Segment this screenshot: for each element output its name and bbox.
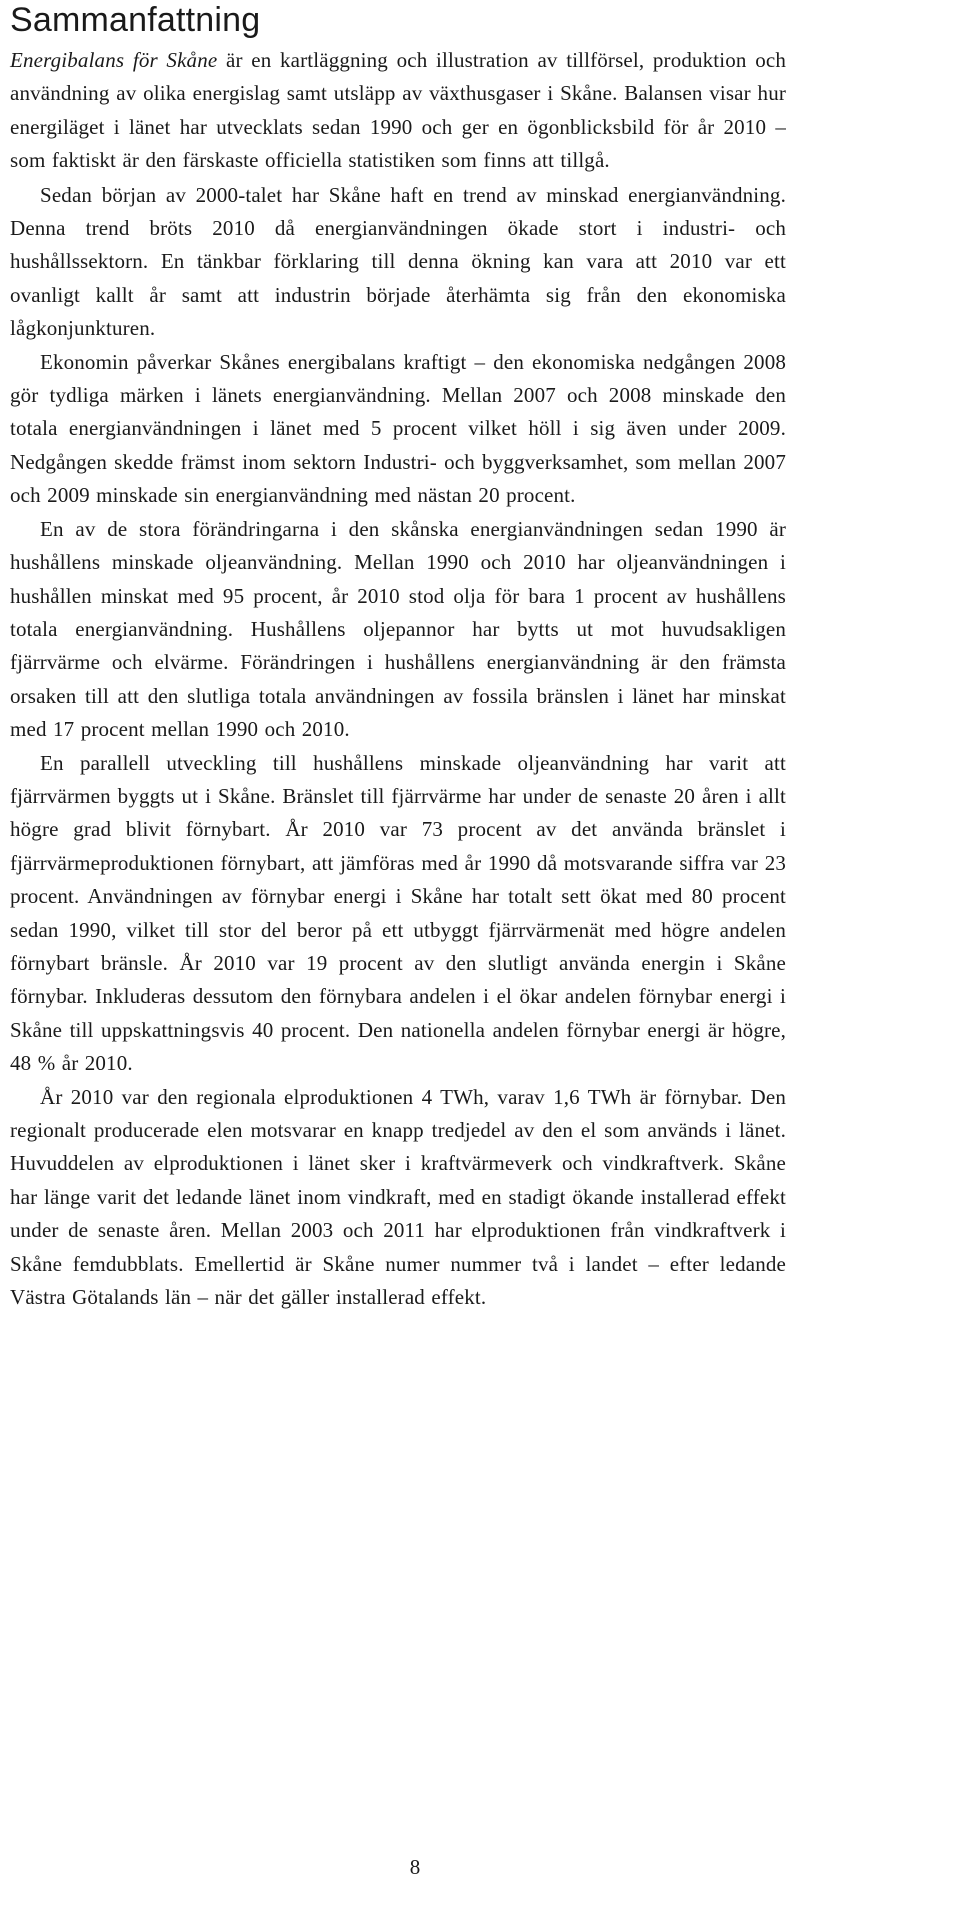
document-page <box>10 0 786 1314</box>
paragraph-intro <box>10 44 786 178</box>
paragraph-economy: Ekonomin påverkar Skånes energibalans kraftigt – den ekonomiska nedgången 2008 gör tydliga märken i länets energianvändning. Mellan 2007 och 2008 minskade den totala energianvändningen i länet med 5 procent vilket höll i sig även under 2009. Nedgången skedde främst inom sektorn Industri- och byggverksamhet, som mellan 2007 och 2009 minskade sin energianvändning med nästan 20 procent. <box>10 349 786 508</box>
paragraph-district-heating: En parallell utveckling till hushållens minskade oljeanvändning har varit att fjärrvärmen byggts ut i Skåne. Bränslet till fjärrvärme har under de senaste 20 åren i allt högre grad blivit förnybart. År 2010 var 73 procent av det använda bränslet i fjärrvärmeproduktionen förnybart, att jämföras med år 1990 då motsvarande siffra var 23 procent. Användningen av förnybar energi i Skåne har totalt sett ökat med 80 procent sedan 1990, vilket till stor del beror på ett utbyggt fjärrvärmenät med högre andelen förnybart bränsle. År 2010 var 19 procent av den slutligt använda energin i Skåne förnybar. Inkluderas dessutom den förnybara andelen i el ökar andelen förnybar energi i Skåne till uppskattningsvis 40 procent. Den nationella andelen förnybar energi är högre, 48 % år 2010. <box>10 750 786 1076</box>
paragraph-electricity-production: År 2010 var den regionala elproduktionen 4 TWh, varav 1,6 TWh är förnybar. Den regionalt producerade elen motsvarar en knapp tredjedel av den el som används i länet. Huvuddelen av elproduktionen i länet sker i kraftvärmeverk och vindkraftverk. Skåne har länge varit det ledande länet inom vindkraft, med en stadigt ökande installerad effekt under de senaste åren. Mellan 2003 och 2011 har elproduktionen från vindkraftverk i Skåne femdubblats. Emellertid är Skåne numer nummer två i landet – efter ledande Västra Götalands län – när det gäller installerad effekt. <box>10 1084 786 1310</box>
page-number: 8 <box>409 1855 421 1879</box>
page-title: Sammanfattning <box>10 1 261 39</box>
report-title-italic: Energibalans för Skåne <box>10 48 218 72</box>
paragraph-household-oil: En av de stora förändringarna i den skånska energianvändningen sedan 1990 är hushållens minskade oljeanvändning. Mellan 1990 och 2010 har oljeanvändningen i hushållen minskat med 95 procent, år 2010 stod olja för bara 1 procent av hushållens totala energianvändning. Hushållens oljepannor har bytts ut mot huvudsakligen fjärrvärme och elvärme. Förändringen i hushållens energianvändning är den främsta orsaken till att den slutliga totala användningen av fossila bränslen i länet har minskat med 17 procent mellan 1990 och 2010. <box>10 516 786 742</box>
paragraph-energy-trend: Sedan början av 2000-talet har Skåne haft en trend av minskad energianvändning. Denna trend bröts 2010 då energianvändningen ökade stort i industri- och hushållssektorn. En tänkbar förklaring till denna ökning kan vara att 2010 var ett ovanligt kallt år samt att industrin började återhämta sig från den ekonomiska lågkonjunkturen. <box>10 182 786 341</box>
paragraph-intro-text: är en kartläggning och illustration av tillförsel, produktion och användning av olika energislag samt utsläpp av växthusgaser i Skåne. Balansen visar hur energiläget i länet har utvecklats sedan 1990 och ger en ögonblicksbild för år 2010 – som faktiskt är den färskaste officiella statistiken som finns att tillgå. <box>10 48 786 173</box>
